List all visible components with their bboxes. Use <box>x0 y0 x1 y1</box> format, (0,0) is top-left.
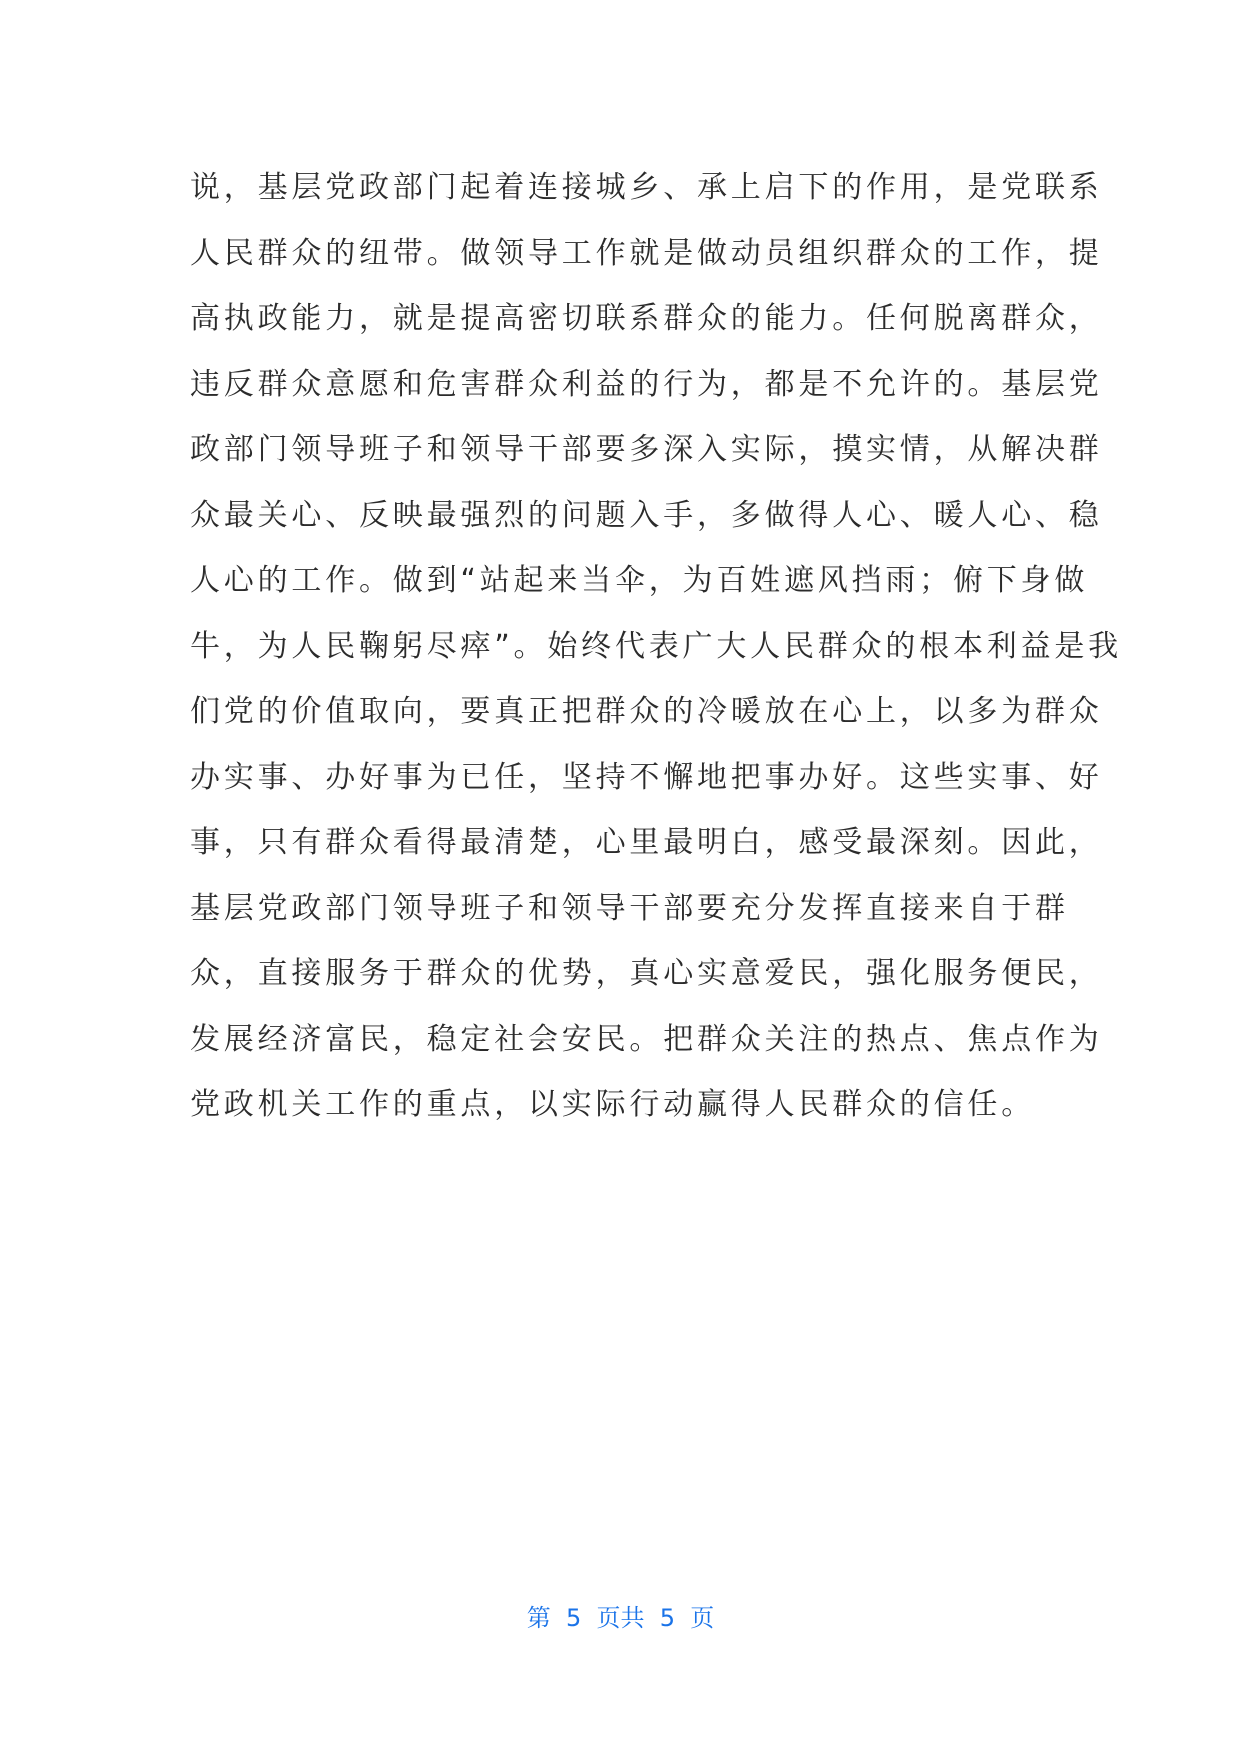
text-line: 高执政能力，就是提高密切联系群众的能力。任何脱离群众， <box>190 301 1103 336</box>
text-line: 众最关心、反映最强烈的问题入手，多做得人心、暖人心、稳 <box>190 497 1103 533</box>
page-number-footer: 第 5 页共 5 页 <box>526 1604 715 1632</box>
body-text <box>190 155 1122 1138</box>
text-line: 事，只有群众看得最清楚，心里最明白，感受最深刻。因此， <box>190 825 1103 860</box>
text-line: 党政机关工作的重点，以实际行动赢得人民群众的信任。 <box>190 1087 1035 1122</box>
text-line: 发展经济富民，稳定社会安民。把群众关注的热点、焦点作为 <box>190 1021 1103 1057</box>
text-line: 办实事、办好事为已任，坚持不懈地把事办好。这些实事、好 <box>190 759 1103 795</box>
text-line: 们党的价值取向，要真正把群众的冷暖放在心上，以多为群众 <box>190 694 1103 729</box>
text-line: 违反群众意愿和危害群众利益的行为，都是不允许的。基层党 <box>190 366 1103 402</box>
text-line: 众，直接服务于群众的优势，真心实意爱民，强化服务便民， <box>190 956 1103 991</box>
text-line: 人民群众的纽带。做领导工作就是做动员组织群众的工作，提 <box>190 235 1103 271</box>
text-line: 人心的工作。做到“站起来当伞，为百姓遮风挡雨；俯下身做 <box>190 563 1089 598</box>
text-line: 牛，为人民鞠躬尽瘁”。始终代表广大人民群众的根本利益是我 <box>190 628 1122 664</box>
text-line: 说，基层党政部门起着连接城乡、承上启下的作用，是党联系 <box>190 170 1103 205</box>
text-line: 政部门领导班子和领导干部要多深入实际，摸实情，从解决群 <box>190 432 1103 467</box>
text-line: 基层党政部门领导班子和领导干部要充分发挥直接来自于群 <box>190 890 1069 926</box>
